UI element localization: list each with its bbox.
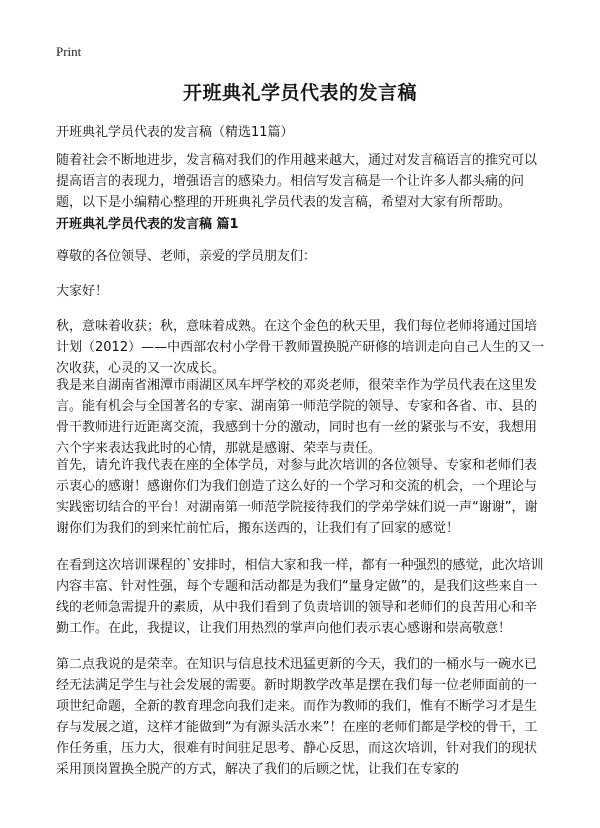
body-paragraph: 在看到这次培训课程的`安排时，相信大家和我一样，都有一种强烈的感觉，此次培训内容丰富、针对性强，每个专题和活动都是为我们“量身定做”的，是我们这些来自一线的老师急需提升的素质，从中我们看到了负责培训的领导和老师们的良苦用心和辛勤工作。在此，我提议，让我们用热烈的掌声向他们表示衷心感谢和崇高敬意！ [56,558,544,636]
print-label: Print [56,44,82,59]
intro-paragraph: 随着社会不断地进步，发言稿对我们的作用越来越大，通过对发言稿语言的推究可以提高语言的表现力，增强语言的感染力。相信写发言稿是一个让许多人都头痛的问题，以下是小编精心整理的开班典礼学员代表的发言稿，希望对大家有所帮助。 [56,153,538,210]
body-paragraph: 第二点我说的是荣幸。在知识与信息技术迅猛更新的今天，我们的一桶水与一碗水已经无法满足学生与社会发展的需要。新时期教学改革是摆在我们每一位老师面前的一项世纪命题，全新的教育理念向我们走来。而作为教师的我们，惟有不断学习才是生存与发展之道，这样才能做到“为有源头活水来”！在座的老师们都是学校的骨干，工作任务重，压力大，很难有时间驻足思考、静心反思，而这次培训，针对我们的现状采用顶岗置换全脱产的方式，解决了我们的后顾之忧，让我们在专家的 [56,657,538,777]
greeting-paragraph: 尊敬的各位领导、老师，亲爱的学员朋友们： [56,249,317,264]
body-paragraph: 我是来自湖南省湘潭市雨湖区凤车坪学校的邓炎老师，很荣幸作为学员代表在这里发言。能有机会与全国著名的专家、湖南第一师范学院的领导、专家和各省、市、县的骨干教师进行近距离交流，我感到十分的激动，同时也有一丝的紧张与不安，我想用六个字来表达我此时的心情，那就是感谢、荣幸与责任。 [56,378,538,456]
page-title: 开班典礼学员代表的发言稿 [182,82,417,104]
body-paragraph: 首先，请允许我代表在座的全体学员，对参与此次培训的各位领导、专家和老师们表示衷心的感谢！感谢你们为我们创造了这么好的一个学习和交流的机会，一个理论与实践密切结合的平台！对湖南第一师范学院接待我们的学弟学妹们说一声“谢谢”，谢谢你们为我们的到来忙前忙后，搬东送西的，让我们有了回家的感觉！ [56,458,538,536]
hello-paragraph: 大家好！ [56,284,109,299]
body-paragraph: 秋，意味着收获；秋，意味着成熟。在这个金色的秋天里，我们每位老师将通过国培计划（2012）——中西部农村小学骨干教师置换脱产研修的培训走向自己人生的又一次收获，心灵的又一次成长。 [56,319,545,376]
section-heading: 开班典礼学员代表的发言稿 篇1 [56,217,239,232]
document-subtitle: 开班典礼学员代表的发言稿（精选11篇） [56,125,294,140]
